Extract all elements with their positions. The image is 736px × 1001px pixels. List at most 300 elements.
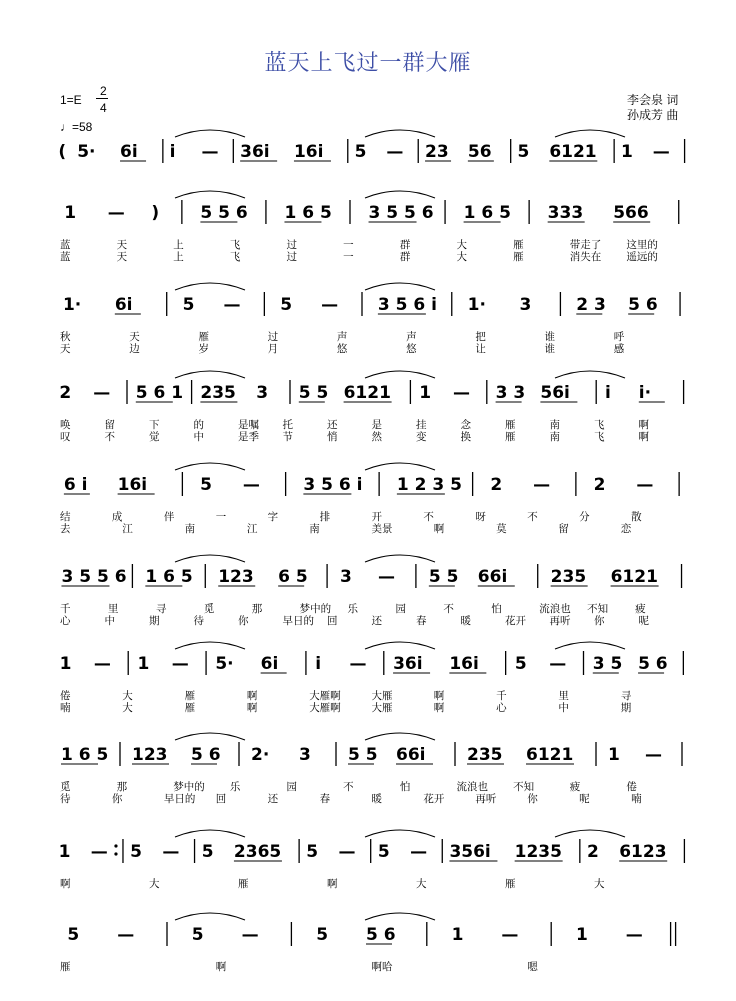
lyric-syllable: 换 bbox=[460, 431, 471, 443]
lyric-syllable: 让 bbox=[475, 343, 486, 355]
lyric-syllable: 的 bbox=[193, 419, 204, 431]
lyric-syllable: 乐 bbox=[229, 781, 241, 793]
lyric-syllable: 是 bbox=[371, 419, 382, 431]
repeat-dot bbox=[114, 852, 117, 855]
note-group: 1 bbox=[419, 383, 432, 403]
lyric-syllable: 带走了 bbox=[569, 239, 602, 251]
lyric-syllable: 疲 bbox=[569, 781, 581, 793]
note-group: 6121 bbox=[526, 745, 574, 765]
note-group: 6i bbox=[114, 295, 133, 315]
lyric-syllable: 那 bbox=[251, 603, 263, 615]
lyric-syllable: 春 bbox=[319, 793, 331, 805]
lyric-syllable: 大 bbox=[456, 239, 467, 251]
lyric-syllable: 园 bbox=[395, 603, 406, 615]
lyric-syllable: 开 bbox=[371, 511, 382, 523]
note-group: 36i bbox=[240, 142, 270, 162]
note-group: ) bbox=[151, 203, 160, 223]
lyric-syllable: 天 bbox=[116, 251, 128, 263]
note-group: 235 bbox=[200, 383, 236, 403]
lyric-syllable: 梦中的 bbox=[173, 781, 205, 793]
lyric-syllable: 倦 bbox=[60, 690, 71, 702]
lyric-syllable: 挂 bbox=[416, 419, 427, 431]
dash-note: — bbox=[636, 475, 654, 495]
lyric-syllable: 觉 bbox=[149, 431, 160, 443]
lyric-syllable: 再听 bbox=[475, 793, 497, 805]
note-group: 1 bbox=[620, 142, 633, 162]
note-group: 66i bbox=[477, 567, 508, 587]
lyric-syllable: 江 bbox=[122, 523, 133, 535]
lyric-syllable: 是季 bbox=[238, 431, 259, 443]
lyric-syllable: 大雁啊 bbox=[309, 702, 341, 714]
lyric-syllable: 悠 bbox=[336, 343, 348, 355]
lyric-syllable: 还 bbox=[371, 615, 382, 627]
lyric-syllable: 期 bbox=[620, 702, 632, 714]
note-group: 3 3 bbox=[495, 383, 526, 403]
note-group: 3 5 6 i bbox=[377, 295, 437, 315]
lyric-syllable: 南 bbox=[549, 431, 560, 443]
note-group: 5· bbox=[215, 654, 234, 674]
lyric-syllable: 悄 bbox=[327, 431, 338, 443]
note-group: 6i bbox=[260, 654, 279, 674]
slur bbox=[555, 130, 625, 137]
slur bbox=[365, 830, 435, 837]
note-group: 123 bbox=[132, 745, 168, 765]
lyric-syllable: 一 bbox=[343, 251, 354, 263]
dash-note: — bbox=[533, 475, 551, 495]
slur bbox=[365, 371, 435, 378]
note-group: 5 6 bbox=[366, 925, 396, 945]
note-group: 5 bbox=[514, 654, 527, 674]
lyric-syllable: 美景 bbox=[371, 523, 393, 535]
lyric-syllable: 把 bbox=[475, 331, 486, 343]
note-group: 23 bbox=[425, 142, 449, 162]
note-group: 6i bbox=[120, 142, 138, 162]
lyric-syllable: 待 bbox=[60, 793, 71, 805]
lyric-syllable: 还 bbox=[327, 419, 338, 431]
lyric-syllable: 回 bbox=[327, 615, 338, 627]
lyric-syllable: 不知 bbox=[587, 603, 609, 615]
lyric-syllable: 园 bbox=[286, 781, 298, 793]
note-group: 123 bbox=[218, 567, 254, 587]
lyric-syllable: 南 bbox=[549, 419, 560, 431]
note-group: 16i bbox=[117, 475, 148, 495]
lyric-syllable: 过 bbox=[286, 239, 298, 251]
repeat-dot bbox=[114, 844, 117, 847]
dash-note: — bbox=[338, 842, 356, 862]
time-sig-top: 2 bbox=[100, 84, 107, 98]
note-group: i· bbox=[638, 383, 652, 403]
slur bbox=[365, 913, 435, 920]
lyric-syllable: 边 bbox=[129, 343, 140, 355]
note-group: 1 bbox=[608, 745, 620, 765]
note-group: 5 5 bbox=[348, 745, 378, 765]
lyric-syllable: 飞 bbox=[594, 419, 605, 431]
lyric-syllable: 过 bbox=[267, 331, 279, 343]
lyric-syllable: 分 bbox=[579, 511, 590, 523]
lyric-syllable: 排 bbox=[319, 511, 331, 523]
lyric-syllable: 岁 bbox=[198, 343, 209, 355]
lyric-syllable: 南 bbox=[309, 523, 320, 535]
lyric-syllable: 过 bbox=[286, 251, 298, 263]
dash-note: — bbox=[171, 654, 189, 674]
note-group: 5 6 bbox=[638, 654, 668, 674]
note-group: 5 6 bbox=[628, 295, 658, 315]
note-group: 2 bbox=[593, 475, 606, 495]
lyric-syllable: 啊 bbox=[327, 878, 338, 890]
slur bbox=[175, 283, 245, 290]
lyric-syllable: 再听 bbox=[549, 615, 571, 627]
dash-note: — bbox=[549, 654, 567, 674]
lyric-syllable: 春 bbox=[416, 615, 427, 627]
lyric-syllable: 悠 bbox=[406, 343, 417, 355]
note-group: 5 5 6 bbox=[200, 203, 248, 223]
lyric-syllable: 啊 bbox=[638, 431, 649, 443]
note-group: 1 6 5 bbox=[145, 567, 193, 587]
lyric-syllable: 呢 bbox=[579, 793, 590, 805]
lyric-syllable: 中 bbox=[193, 431, 204, 443]
lyric-syllable: 啊 bbox=[60, 878, 71, 890]
dash-note: — bbox=[242, 475, 260, 495]
tempo-value: =58 bbox=[72, 120, 93, 134]
note-group: 3 bbox=[340, 567, 352, 587]
lyric-syllable: 喃 bbox=[60, 702, 71, 714]
note-group: 5· bbox=[77, 142, 96, 162]
lyric-syllable: 不 bbox=[104, 431, 115, 443]
lyric-syllable: 雁 bbox=[184, 702, 196, 714]
note-group: 3 bbox=[519, 295, 532, 315]
note-group: 5 bbox=[182, 295, 195, 315]
lyric-syllable: 倦 bbox=[626, 781, 637, 793]
slur bbox=[365, 283, 435, 290]
lyric-syllable: 寻 bbox=[155, 603, 167, 615]
lyric-syllable: 中 bbox=[104, 615, 115, 627]
note-group: 5 6 1 bbox=[135, 383, 184, 403]
note-group: 1 bbox=[451, 925, 464, 945]
lyric-syllable: 群 bbox=[399, 251, 411, 263]
lyric-syllable: 千 bbox=[496, 690, 507, 702]
note-group: 5 bbox=[201, 842, 214, 862]
lyric-syllable: 南 bbox=[184, 523, 196, 535]
slur bbox=[365, 463, 435, 470]
note-group: 1 bbox=[64, 203, 77, 223]
note-group: 5 6 bbox=[191, 745, 221, 765]
lyric-syllable: 那 bbox=[116, 781, 128, 793]
lyric-syllable: 莫 bbox=[496, 523, 507, 535]
lyric-syllable: 雁 bbox=[198, 331, 209, 343]
note-group: 6123 bbox=[619, 842, 667, 862]
lyric-syllable: 中 bbox=[558, 702, 569, 714]
score-body bbox=[58, 130, 684, 973]
note-group: 235 bbox=[550, 567, 587, 587]
lyric-syllable: 呼 bbox=[613, 331, 625, 343]
lyric-syllable: 待 bbox=[193, 615, 204, 627]
note-group: 3 5 6 i bbox=[303, 475, 363, 495]
note-group: 2365 bbox=[233, 842, 282, 862]
lyric-syllable: 一 bbox=[215, 511, 227, 523]
slur bbox=[365, 555, 435, 562]
lyric-syllable: 上 bbox=[173, 251, 184, 263]
note-group: 5 bbox=[306, 842, 319, 862]
dash-note: — bbox=[241, 925, 259, 945]
note-group: 2 bbox=[59, 383, 72, 403]
lyric-syllable: 天 bbox=[129, 331, 140, 343]
lyric-syllable: 呢 bbox=[638, 615, 649, 627]
slur bbox=[175, 642, 245, 649]
note-group: i bbox=[605, 383, 611, 403]
lyric-syllable: 啊哈 bbox=[371, 961, 393, 973]
note-group: 1 6 5 bbox=[61, 745, 109, 765]
dash-note: — bbox=[645, 745, 662, 765]
lyric-syllable: 不 bbox=[423, 511, 434, 523]
dash-note: — bbox=[162, 842, 180, 862]
lyric-syllable: 梦中的 bbox=[299, 603, 332, 615]
note-group: 5 bbox=[354, 142, 367, 162]
composer-credit: 孙成芳 曲 bbox=[627, 108, 679, 122]
lyric-syllable: 留 bbox=[104, 419, 115, 431]
note-group: 5 bbox=[130, 842, 143, 862]
note-group: 5 5 bbox=[428, 567, 459, 587]
dash-note: — bbox=[93, 654, 111, 674]
lyric-syllable: 大 bbox=[416, 878, 427, 890]
slur bbox=[175, 463, 245, 470]
note-group: 6121 bbox=[610, 567, 658, 587]
lyric-syllable: 你 bbox=[238, 615, 249, 627]
note-group: 1 bbox=[137, 654, 150, 674]
lyric-syllable: 疲 bbox=[635, 603, 646, 615]
lyric-syllable: 天 bbox=[116, 239, 128, 251]
note-group: 2 bbox=[587, 842, 599, 862]
note-group: i bbox=[315, 654, 322, 674]
note-group: 1 bbox=[59, 654, 72, 674]
lyric-syllable: 飞 bbox=[229, 239, 241, 251]
lyric-syllable: 啊 bbox=[433, 523, 445, 535]
lyric-syllable: 谁 bbox=[544, 331, 556, 343]
lyric-syllable: 啊 bbox=[638, 419, 649, 431]
lyric-syllable: 心 bbox=[496, 702, 507, 714]
lyric-syllable: 千 bbox=[60, 603, 71, 615]
note-group: 5 bbox=[377, 842, 390, 862]
slur bbox=[175, 733, 245, 740]
dash-note: — bbox=[410, 842, 428, 862]
slur bbox=[555, 371, 625, 378]
note-group: 235 bbox=[467, 745, 503, 765]
note-group: 1· bbox=[467, 295, 486, 315]
lyric-syllable: 去 bbox=[60, 523, 71, 535]
slur bbox=[175, 913, 245, 920]
lyric-syllable: 不知 bbox=[513, 781, 535, 793]
lyric-syllable: 群 bbox=[399, 239, 411, 251]
lyric-syllable: 江 bbox=[246, 523, 258, 535]
note-group: 56i bbox=[540, 383, 570, 403]
lyric-syllable: 一 bbox=[343, 239, 354, 251]
lyric-syllable: 雁 bbox=[60, 961, 71, 973]
note-group: 16i bbox=[449, 654, 479, 674]
lyric-syllable: 怕 bbox=[491, 603, 502, 615]
note-group: 3 5 5 6 bbox=[368, 203, 434, 223]
lyric-syllable: 啊 bbox=[433, 690, 445, 702]
lyric-syllable: 散 bbox=[631, 511, 642, 523]
lyric-syllable: 雁 bbox=[505, 878, 516, 890]
note-group: 1· bbox=[62, 295, 82, 315]
lyric-syllable: 觅 bbox=[60, 781, 71, 793]
lyric-syllable: 暖 bbox=[460, 615, 471, 627]
note-group: 66i bbox=[396, 745, 426, 765]
note-group: 5 bbox=[67, 925, 80, 945]
lyric-syllable: 唤 bbox=[60, 419, 71, 431]
lyric-syllable: 大雁 bbox=[371, 690, 393, 702]
note-group: 56 bbox=[467, 142, 492, 162]
slur bbox=[175, 830, 245, 837]
lyric-syllable: 里 bbox=[107, 603, 119, 615]
lyric-syllable: 暖 bbox=[371, 793, 382, 805]
slur bbox=[365, 642, 435, 649]
lyric-syllable: 心 bbox=[60, 615, 71, 627]
note-group: 36i bbox=[393, 654, 423, 674]
dash-note: — bbox=[453, 383, 470, 403]
lyric-syllable: 蓝 bbox=[60, 239, 71, 251]
lyric-syllable: 成 bbox=[111, 511, 123, 523]
note-group: 5 bbox=[316, 925, 329, 945]
note-group: 1 6 5 bbox=[463, 203, 511, 223]
dash-note: — bbox=[93, 383, 111, 403]
lyric-syllable: 还 bbox=[267, 793, 279, 805]
lyric-syllable: 雁 bbox=[505, 419, 516, 431]
lyric-syllable: 节 bbox=[282, 431, 293, 443]
dash-note: — bbox=[201, 142, 219, 162]
lyric-syllable: 寻 bbox=[620, 690, 632, 702]
lyric-syllable: 声 bbox=[406, 331, 417, 343]
lyric-syllable: 上 bbox=[173, 239, 184, 251]
note-group: 6 5 bbox=[278, 567, 308, 587]
lyric-syllable: 叹 bbox=[60, 431, 71, 443]
note-group: ( bbox=[58, 142, 67, 162]
lyric-syllable: 大 bbox=[594, 878, 605, 890]
note-group: 566 bbox=[613, 203, 649, 223]
note-group: 2· bbox=[251, 745, 270, 765]
lyric-syllable: 大 bbox=[122, 702, 133, 714]
note-group: 5 5 bbox=[298, 383, 329, 403]
lyric-syllable: 早日的 bbox=[282, 615, 314, 627]
lyric-syllable: 觅 bbox=[203, 603, 215, 615]
lyric-syllable: 啊 bbox=[215, 961, 227, 973]
note-group: 6121 bbox=[549, 142, 597, 162]
lyric-syllable: 飞 bbox=[594, 431, 605, 443]
slur bbox=[175, 191, 245, 198]
lyric-syllable: 这里的 bbox=[626, 239, 658, 251]
slur bbox=[365, 733, 435, 740]
lyric-syllable: 不 bbox=[443, 603, 454, 615]
slur bbox=[555, 642, 625, 649]
lyric-syllable: 流浪也 bbox=[456, 781, 488, 793]
lyric-syllable: 飞 bbox=[229, 251, 241, 263]
lyric-syllable: 伴 bbox=[163, 511, 175, 523]
lyric-syllable: 雁 bbox=[513, 239, 524, 251]
note-group: 1 bbox=[58, 842, 71, 862]
note-group: 1 bbox=[576, 925, 588, 945]
song-title: 蓝天上飞过一群大雁 bbox=[264, 51, 472, 76]
lyric-syllable: 花开 bbox=[423, 793, 445, 805]
lyric-syllable: 雁 bbox=[238, 878, 249, 890]
note-group: 6121 bbox=[343, 383, 391, 403]
lyric-syllable: 声 bbox=[336, 331, 348, 343]
dash-note: — bbox=[386, 142, 404, 162]
note-group: 356i bbox=[449, 842, 491, 862]
note-group: 2 bbox=[490, 475, 503, 495]
note-group: 3 5 bbox=[592, 654, 623, 674]
lyric-syllable: 大 bbox=[122, 690, 133, 702]
dash-note: — bbox=[90, 842, 108, 862]
note-group: 2 3 bbox=[576, 295, 606, 315]
lyric-syllable: 天 bbox=[60, 343, 71, 355]
lyricist-credit: 李会泉 词 bbox=[627, 93, 679, 107]
dash-note: — bbox=[349, 654, 367, 674]
lyric-syllable: 月 bbox=[267, 343, 279, 355]
lyric-syllable: 雁 bbox=[513, 251, 524, 263]
note-group: 1235 bbox=[514, 842, 562, 862]
lyric-syllable: 遥远的 bbox=[626, 251, 658, 263]
key-label: 1=E bbox=[60, 93, 82, 107]
dash-note: — bbox=[652, 142, 670, 162]
lyric-syllable: 秋 bbox=[60, 331, 71, 343]
lyric-syllable: 你 bbox=[527, 793, 538, 805]
lyric-syllable: 雁 bbox=[184, 690, 196, 702]
dash-note: — bbox=[625, 925, 643, 945]
lyric-syllable: 大 bbox=[456, 251, 467, 263]
note-group: 5 bbox=[517, 142, 530, 162]
lyric-syllable: 留 bbox=[558, 523, 569, 535]
dash-note: — bbox=[377, 567, 395, 587]
lyric-syllable: 你 bbox=[594, 615, 605, 627]
note-group: 5 bbox=[280, 295, 293, 315]
note-group: 3 5 5 6 bbox=[61, 567, 127, 587]
lyric-syllable: 变 bbox=[416, 431, 427, 443]
lyric-syllable: 啊 bbox=[246, 690, 258, 702]
note-group: 5 bbox=[191, 925, 204, 945]
lyric-syllable: 里 bbox=[558, 690, 569, 702]
lyric-syllable: 大雁 bbox=[371, 702, 393, 714]
note-group: 1 2 3 5 bbox=[396, 475, 462, 495]
lyric-syllable: 嗯 bbox=[527, 961, 538, 973]
lyric-syllable: 然 bbox=[371, 431, 382, 443]
lyric-syllable: 念 bbox=[460, 419, 471, 431]
dash-note: — bbox=[107, 203, 125, 223]
lyric-syllable: 托 bbox=[282, 419, 293, 431]
lyric-syllable: 怕 bbox=[399, 781, 411, 793]
lyric-syllable: 是嘱 bbox=[238, 419, 259, 431]
note-group: i bbox=[169, 142, 176, 162]
slur bbox=[555, 830, 625, 837]
lyric-syllable: 期 bbox=[149, 615, 160, 627]
lyric-syllable: 喃 bbox=[631, 793, 642, 805]
lyric-syllable: 不 bbox=[527, 511, 538, 523]
lyric-syllable: 消失在 bbox=[569, 251, 602, 263]
lyric-syllable: 字 bbox=[267, 511, 279, 523]
slur bbox=[175, 555, 245, 562]
note-group: 5 bbox=[200, 475, 212, 495]
lyric-syllable: 呀 bbox=[475, 511, 486, 523]
slur bbox=[365, 130, 435, 137]
lyric-syllable: 大 bbox=[149, 878, 160, 890]
lyric-syllable: 啊 bbox=[246, 702, 258, 714]
note-group: 3 bbox=[299, 745, 311, 765]
lyric-syllable: 啊 bbox=[433, 702, 445, 714]
lyric-syllable: 流浪也 bbox=[539, 603, 571, 615]
lyric-syllable: 恋 bbox=[620, 523, 632, 535]
slur bbox=[175, 371, 245, 378]
lyric-syllable: 蓝 bbox=[60, 251, 71, 263]
lyric-syllable: 不 bbox=[343, 781, 354, 793]
note-group: 3 bbox=[256, 383, 269, 403]
